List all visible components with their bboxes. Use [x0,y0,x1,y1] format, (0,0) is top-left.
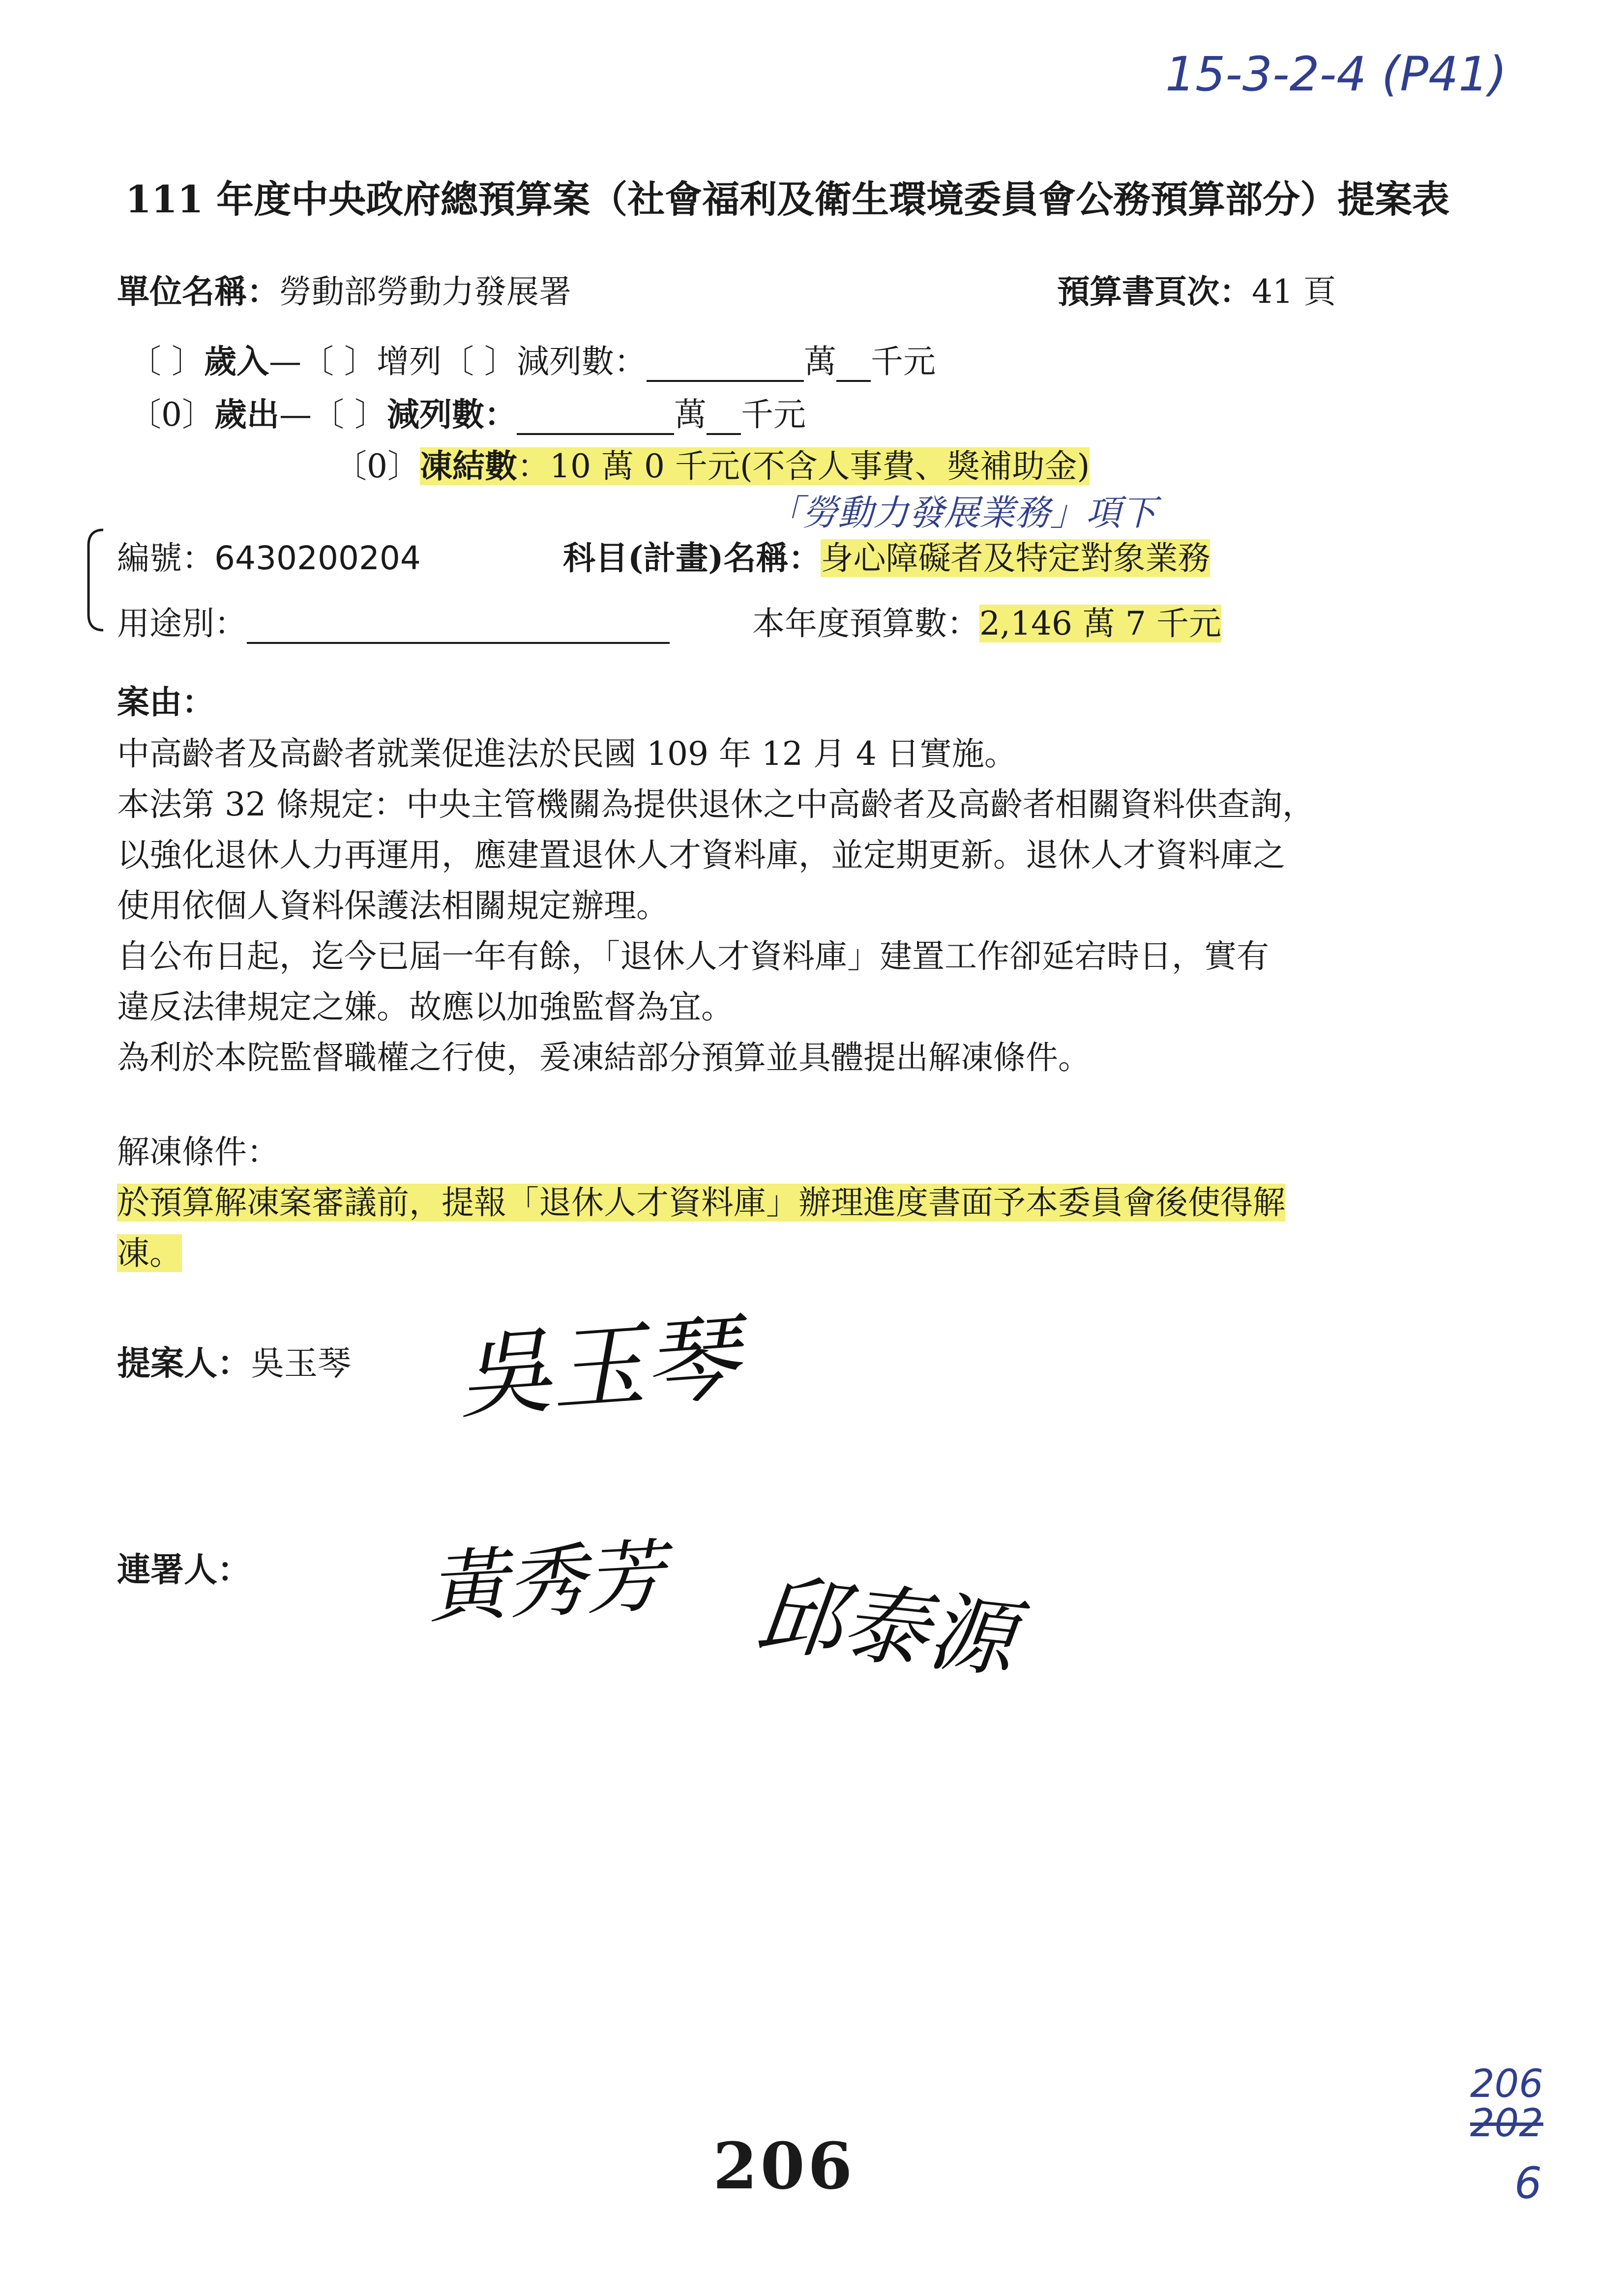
revenue-increase-label: 增列 [376,343,442,380]
cosigner-signature: 黃秀芳 [426,1530,667,1634]
usage-label: 用途別： [117,605,247,642]
usage-row [117,597,670,644]
code-value: 6430200204 [214,539,421,577]
unfreeze-heading: 解凍條件： [117,1133,279,1171]
freeze-row [334,440,1090,487]
proposer-name: 吳玉琴 [251,1344,352,1383]
budget-label: 本年度預算數： [752,605,979,642]
revenue-wan-unit: 萬 [803,343,836,380]
unfreeze-line [117,1227,1494,1274]
revenue-increase-checkbox[interactable]: 〔 〕 [301,343,377,380]
freeze-label: 凍結數 [420,447,517,485]
reason-line: 以強化退休人力再運用，應建置退休人才資料庫，並定期更新。退休人才資料庫之 [117,836,1285,874]
proposer-label: 提案人： [117,1344,251,1383]
unit-value: 勞動部勞動力發展署 [279,273,571,311]
corner-note-top: 206 [1470,2062,1543,2106]
revenue-qian-unit: 千元 [870,343,936,380]
reason-line: 使用依個人資料保護法相關規定辦理。 [117,887,669,925]
expense-decrease-label: 減列數： [386,395,517,434]
freeze-note: (不含人事費、獎補助金) [739,447,1090,485]
proposer-row [117,1337,351,1385]
subject-value: 身心障礙者及特定對象業務 [821,539,1211,577]
revenue-checkbox[interactable]: 〔 〕 [129,343,204,380]
freeze-value: 10 萬 0 千元 [550,447,740,485]
freeze-colon: ： [517,447,550,485]
budget-row [752,597,1221,644]
expense-wan-blank[interactable] [517,404,674,435]
code-row [117,532,421,579]
usage-blank[interactable] [247,608,670,644]
page-ref-row [1057,265,1336,312]
unfreeze-text: 於預算解凍案審議前，提報「退休人才資料庫」辦理進度書面予本委員會後使得解 [117,1184,1285,1221]
revenue-label: 歲入 [204,342,269,380]
left-bracket [79,526,108,634]
corner-note-bottom: 6 [1514,2158,1542,2209]
unfreeze-line [117,1176,1494,1223]
budget-value: 2,146 萬 7 千元 [979,605,1221,642]
page-ref-value: 41 頁 [1252,273,1336,311]
expense-qian-unit: 千元 [740,396,806,434]
reason-heading: 案由： [117,683,214,721]
freeze-checkbox[interactable]: 〔0〕 [334,447,420,485]
page-ref-label: 預算書頁次： [1057,272,1252,311]
cosigner-label: 連署人： [117,1550,251,1590]
revenue-dash: — [268,343,301,380]
subject-row [563,532,1210,579]
reason-line: 本法第 32 條規定：中央主管機關為提供退休之中高齡者及高齡者相關資料供查詢， [117,785,1315,823]
reason-line: 中高齡者及高齡者就業促進法於民國 109 年 12 月 4 日實施。 [117,735,1017,773]
expense-qian-blank[interactable] [707,404,741,435]
cosigner-signature: 邱泰源 [752,1564,1019,1690]
freeze-handwritten-note: 「勞動力發展業務」項下 [767,492,1157,533]
expense-dash: — [279,396,312,434]
unit-label: 單位名稱： [117,272,279,311]
revenue-wan-blank[interactable] [647,350,804,382]
expense-decrease-checkbox[interactable]: 〔 〕 [312,396,387,434]
expense-checkbox[interactable]: 〔0〕 [129,396,214,434]
expense-label: 歲出 [214,395,279,434]
expense-row [129,388,806,435]
revenue-qian-blank[interactable] [836,350,871,382]
unfreeze-text: 凍。 [117,1234,182,1272]
code-label: 編號： [117,539,214,577]
reason-line: 自公布日起，迄今已屆一年有餘，「退休人才資料庫」建置工作卻延宕時日，實有 [117,937,1269,975]
page-number: 206 [713,2128,856,2204]
subject-label: 科目(計畫)名稱： [563,539,821,577]
handwritten-reference: 15-3-2-4 (P41) [1165,47,1507,102]
revenue-decrease-checkbox[interactable]: 〔 〕 [441,343,517,380]
proposer-signature: 吳玉琴 [454,1304,742,1432]
expense-wan-unit: 萬 [674,396,707,434]
page-title: 111 年度中央政府總預算案（社會福利及衛生環境委員會公務預算部分）提案表 [125,177,1450,221]
unit-row [117,265,571,312]
revenue-decrease-label: 減列數： [516,343,647,380]
revenue-row [129,335,936,382]
reason-line: 違反法律規定之嫌。故應以加強監督為宜。 [117,988,734,1026]
corner-note-struck: 202 [1470,2101,1543,2146]
reason-line: 為利於本院監督職權之行使，爰凍結部分預算並具體提出解凍條件。 [117,1039,1091,1076]
